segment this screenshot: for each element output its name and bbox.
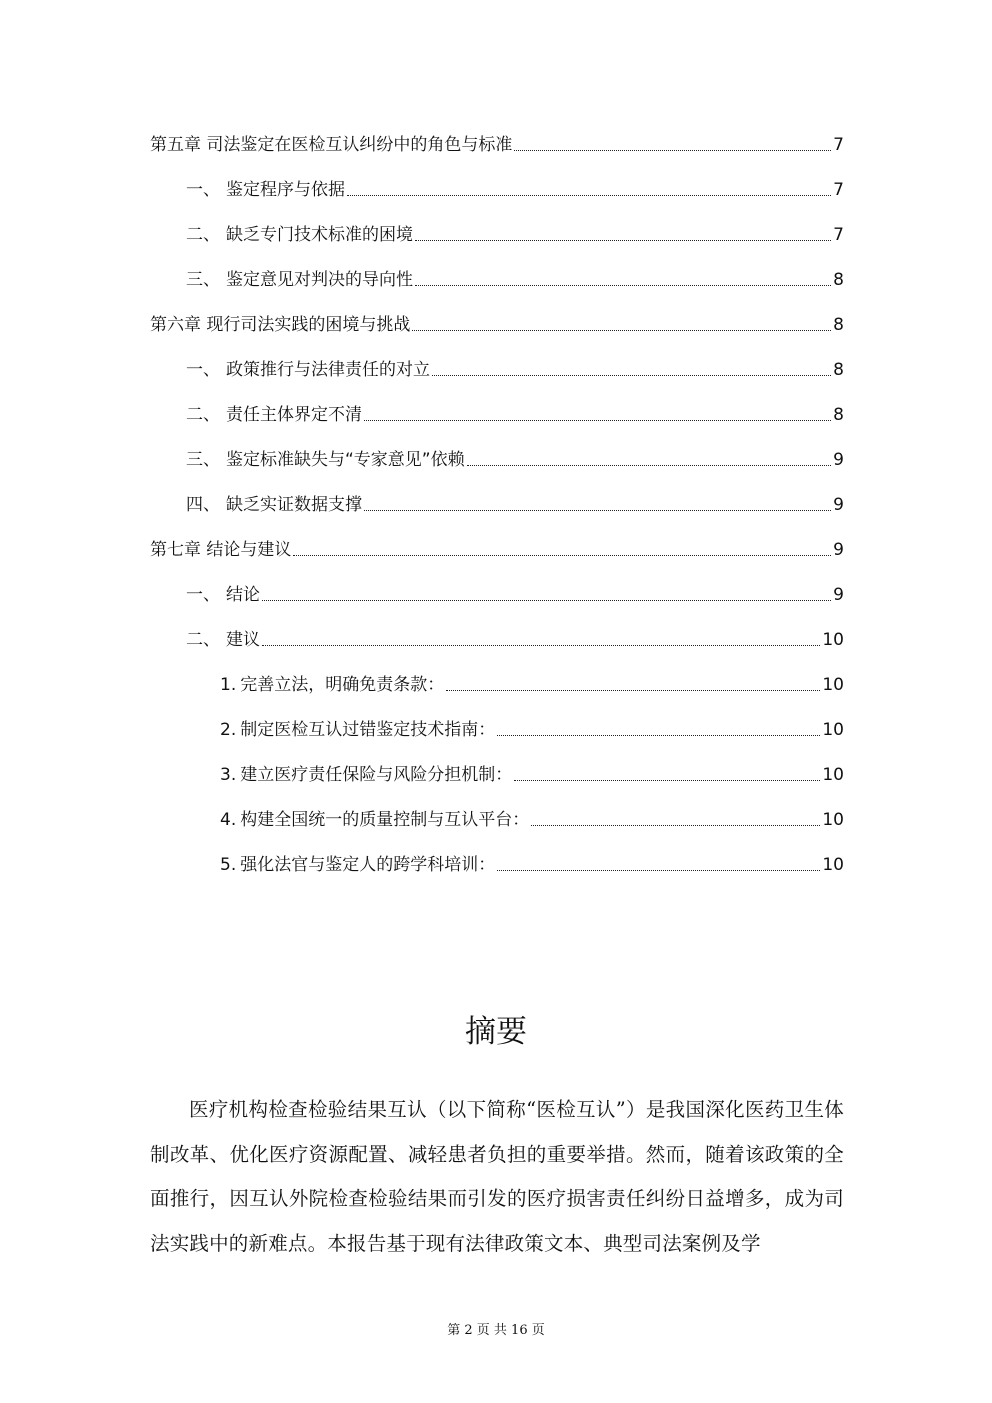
toc-entry-number: 三、 <box>186 270 220 290</box>
toc-entry-number: 3. <box>220 765 237 785</box>
toc-entry[interactable] <box>150 517 844 562</box>
toc-entry[interactable] <box>150 562 844 607</box>
toc-entry[interactable] <box>150 472 844 517</box>
toc-entry[interactable] <box>150 787 844 832</box>
toc-leader-dots <box>262 600 831 601</box>
toc-entry-number: 三、 <box>186 450 220 470</box>
toc-entry-title: 制定医检互认过错鉴定技术指南： <box>240 720 496 740</box>
toc-leader-dots <box>293 555 831 556</box>
toc-entry-page: 9 <box>833 495 844 515</box>
toc-leader-dots <box>514 780 820 781</box>
toc-entry-title: 鉴定意见对判决的导向性 <box>226 270 413 290</box>
toc-entry-page: 7 <box>833 225 844 245</box>
toc-leader-dots <box>415 285 831 286</box>
toc-entry-title: 缺乏专门技术标准的困境 <box>226 225 413 245</box>
toc-entry-number: 一、 <box>186 180 220 200</box>
toc-leader-dots <box>262 645 820 646</box>
toc-leader-dots <box>432 375 831 376</box>
toc-entry-title: 构建全国统一的质量控制与互认平台： <box>240 810 530 830</box>
toc-entry-title: 缺乏实证数据支撑 <box>226 495 362 515</box>
toc-entry[interactable] <box>150 202 844 247</box>
table-of-contents <box>150 112 844 877</box>
toc-entry-page: 8 <box>833 270 844 290</box>
toc-entry-number: 一、 <box>186 360 220 380</box>
toc-entry-title: 第六章 现行司法实践的困境与挑战 <box>150 315 411 335</box>
toc-entry-page: 8 <box>833 405 844 425</box>
toc-entry[interactable] <box>150 832 844 877</box>
toc-entry-number: 1. <box>220 675 237 695</box>
toc-leader-dots <box>364 420 831 421</box>
toc-entry-number: 4. <box>220 810 237 830</box>
toc-leader-dots <box>497 870 820 871</box>
toc-entry-number: 二、 <box>186 405 220 425</box>
toc-entry-page: 8 <box>833 315 844 335</box>
toc-entry[interactable] <box>150 247 844 292</box>
toc-entry-page: 10 <box>822 765 844 785</box>
toc-entry-page: 10 <box>822 675 844 695</box>
toc-entry-page: 7 <box>833 180 844 200</box>
toc-entry-number: 5. <box>220 855 237 875</box>
toc-leader-dots <box>415 240 831 241</box>
toc-entry[interactable] <box>150 382 844 427</box>
toc-entry-title: 第七章 结论与建议 <box>150 540 292 560</box>
toc-entry[interactable] <box>150 292 844 337</box>
toc-entry[interactable] <box>150 697 844 742</box>
toc-entry-page: 9 <box>833 585 844 605</box>
toc-entry-page: 9 <box>833 540 844 560</box>
toc-entry[interactable] <box>150 427 844 472</box>
toc-entry-title: 鉴定程序与依据 <box>226 180 345 200</box>
toc-leader-dots <box>347 195 831 196</box>
toc-entry[interactable] <box>150 112 844 157</box>
toc-entry-number: 一、 <box>186 585 220 605</box>
toc-entry-number: 二、 <box>186 630 220 650</box>
toc-leader-dots <box>467 465 832 466</box>
abstract-body: 医疗机构检查检验结果互认（以下简称“医检互认”）是我国深化医药卫生体制改革、优化医疗资源配置、减轻患者负担的重要举措。然而，随着该政策的全面推行，因互认外院检查检验结果而引发的医疗损害责任纠纷日益增多，成为司法实践中的新难点。本报告基于现有法律政策文本、典型司法案例及学 <box>150 1098 844 1255</box>
toc-entry-title: 强化法官与鉴定人的跨学科培训： <box>240 855 496 875</box>
toc-entry-title: 鉴定标准缺失与“专家意见”依赖 <box>226 450 465 470</box>
toc-entry-page: 8 <box>833 360 844 380</box>
toc-entry[interactable] <box>150 607 844 652</box>
toc-entry-page: 10 <box>822 810 844 830</box>
toc-entry[interactable] <box>150 652 844 697</box>
page-footer: 第 2 页 共 16 页 <box>447 1323 545 1338</box>
toc-entry-title: 完善立法，明确免责条款： <box>240 675 445 695</box>
toc-entry-title: 责任主体界定不清 <box>226 405 362 425</box>
toc-entry-title: 第五章 司法鉴定在医检互认纠纷中的角色与标准 <box>150 135 513 155</box>
toc-entry-title: 结论 <box>226 585 260 605</box>
toc-entry[interactable] <box>150 742 844 787</box>
toc-leader-dots <box>497 735 820 736</box>
toc-leader-dots <box>412 330 831 331</box>
toc-entry-page: 10 <box>822 720 844 740</box>
toc-entry-page: 7 <box>833 135 844 155</box>
toc-entry-page: 9 <box>833 450 844 470</box>
toc-entry-title: 建议 <box>226 630 260 650</box>
toc-leader-dots <box>364 510 831 511</box>
toc-entry-number: 四、 <box>186 495 220 515</box>
toc-entry-number: 二、 <box>186 225 220 245</box>
toc-entry[interactable] <box>150 157 844 202</box>
toc-entry-page: 10 <box>822 855 844 875</box>
abstract-title: 摘要 <box>465 1014 527 1050</box>
toc-entry-title: 建立医疗责任保险与风险分担机制： <box>240 765 513 785</box>
toc-entry-title: 政策推行与法律责任的对立 <box>226 360 430 380</box>
toc-leader-dots <box>531 825 820 826</box>
toc-leader-dots <box>446 690 820 691</box>
toc-entry-page: 10 <box>822 630 844 650</box>
toc-entry-number: 2. <box>220 720 237 740</box>
toc-leader-dots <box>514 150 831 151</box>
toc-entry[interactable] <box>150 337 844 382</box>
